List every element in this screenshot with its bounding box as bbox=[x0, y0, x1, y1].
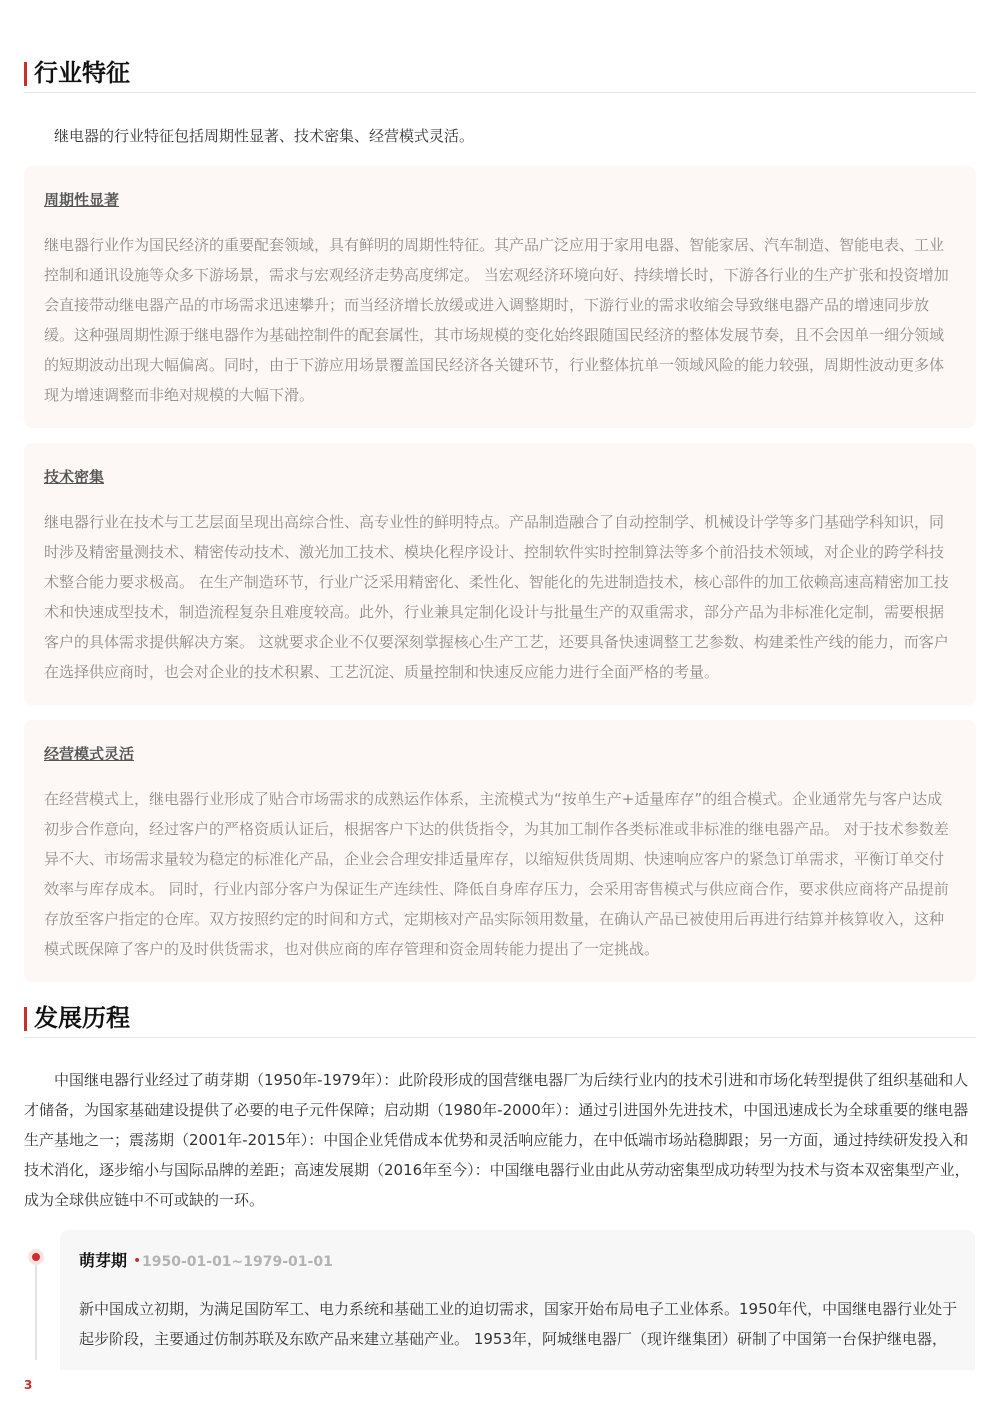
feature-card-title: 经营模式灵活 bbox=[44, 745, 135, 763]
feature-card-business-model bbox=[24, 720, 976, 982]
development-history-intro: 中国继电器行业经过了萌芽期（1950年-1979年）：此阶段形成的国营继电器厂为后续行业内的技术引进和市场化转型提供了组织基础和人才储备，为国家基础建设提供了必要的电子元件保障；启动期（1980年-2000年）：通过引进国外先进技术，中国迅速成长为全球重要的继电器生产基地之一；震荡期（2001年-2015年）：中国企业凭借成本优势和灵活响应能力，在中低端市场站稳脚跟；另一方面，通过持续研发投入和技术消化，逐步缩小与国际品牌的差距；高速发展期（2016年至今）：中国继电器行业由此从劳动密集型成功转型为技术与资本双密集型产业，成为全球供应链中不可或缺的一环。 bbox=[24, 1071, 970, 1209]
feature-card-body: 继电器行业作为国民经济的重要配套领域，具有鲜明的周期性特征。其产品广泛应用于家用电器、智能家居、汽车制造、智能电表、工业控制和通讯设施等众多下游场景，需求与宏观经济走势高度绑定。 当宏观经济环境向好、持续增长时，下游各行业的生产扩张和投资增加会直接带动继电器产品的市场需求迅速攀升；而当经济增长放缓或进入调整期时，下游行业的需求收缩会导致继电器产品的增速同步放缓。这种强周期性源于继电器作为基础控制件的配套属性，其市场规模的变化始终跟随国民经济的整体发展节奏，且不会因单一细分领域的短期波动出现大幅偏离。同时，由于下游应用场景覆盖国民经济各关键环节，行业整体抗单一领域风险的能力较强，周期性波动更多体现为增速调整而非绝对规模的大幅下滑。 bbox=[44, 236, 949, 404]
timeline-card-germination bbox=[60, 1230, 975, 1370]
feature-card-title: 技术密集 bbox=[44, 468, 105, 486]
section-heading: 发展历程 bbox=[34, 1004, 130, 1032]
feature-card-technology bbox=[24, 443, 976, 705]
page-number: 3 bbox=[24, 1378, 33, 1392]
section-title-development-history bbox=[24, 991, 976, 1038]
timeline-separator: • bbox=[133, 1253, 142, 1269]
section-title-industry-features bbox=[24, 46, 976, 93]
section-heading: 行业特征 bbox=[34, 59, 130, 87]
title-accent-bar bbox=[24, 1007, 27, 1031]
industry-features-intro: 继电器的行业特征包括周期性显著、技术密集、经营模式灵活。 bbox=[54, 127, 475, 145]
feature-card-cyclical bbox=[24, 166, 976, 428]
timeline-phase-name: 萌芽期 bbox=[79, 1251, 128, 1270]
timeline-line bbox=[35, 1256, 37, 1360]
feature-card-body: 在经营模式上，继电器行业形成了贴合市场需求的成熟运作体系，主流模式为“按单生产+适量库存”的组合模式。企业通常先与客户达成初步合作意向，经过客户的严格资质认证后，根据客户下达的供货指令，为其加工制作各类标准或非标准的继电器产品。 对于技术参数差异不大、市场需求量较为稳定的标准化产品，企业会合理安排适量库存，以缩短供货周期、快速响应客户的紧急订单需求，平衡订单交付效率与库存成本。 同时，行业内部分客户为保证生产连续性、降低自身库存压力，会采用寄售模式与供应商合作，要求供应商将产品提前存放至客户指定的仓库。双方按照约定的时间和方式，定期核对产品实际领用数量，在确认产品已被使用后再进行结算并核算收入，这种模式既保障了客户的及时供货需求，也对供应商的库存管理和资金周转能力提出了一定挑战。 bbox=[44, 790, 949, 958]
timeline-dot-icon bbox=[28, 1249, 44, 1265]
timeline-date-range: 1950-01-01~1979-01-01 bbox=[142, 1254, 333, 1270]
feature-card-title: 周期性显著 bbox=[44, 191, 120, 209]
timeline-body: 新中国成立初期，为满足国防军工、电力系统和基础工业的迫切需求，国家开始布局电子工业体系。1950年代，中国继电器行业处于起步阶段，主要通过仿制苏联及东欧产品来建立基础产业。 1953年，阿城继电器厂（现许继集团）研制了中国第一台保护继电器， bbox=[79, 1300, 958, 1348]
title-accent-bar bbox=[24, 62, 27, 86]
feature-card-body: 继电器行业在技术与工艺层面呈现出高综合性、高专业性的鲜明特点。产品制造融合了自动控制学、机械设计学等多门基础学科知识，同时涉及精密量测技术、精密传动技术、激光加工技术、模块化程序设计、控制软件实时控制算法等多个前沿技术领域，对企业的跨学科技术整合能力要求极高。 在生产制造环节，行业广泛采用精密化、柔性化、智能化的先进制造技术，核心部件的加工依赖高速高精密加工技术和快速成型技术，制造流程复杂且难度较高。此外，行业兼具定制化设计与批量生产的双重需求，部分产品为非标准化定制，需要根据客户的具体需求提供解决方案。 这就要求企业不仅要深刻掌握核心生产工艺，还要具备快速调整工艺参数、构建柔性产线的能力，而客户在选择供应商时，也会对企业的技术积累、工艺沉淀、质量控制和快速反应能力进行全面严格的考量。 bbox=[44, 513, 949, 681]
